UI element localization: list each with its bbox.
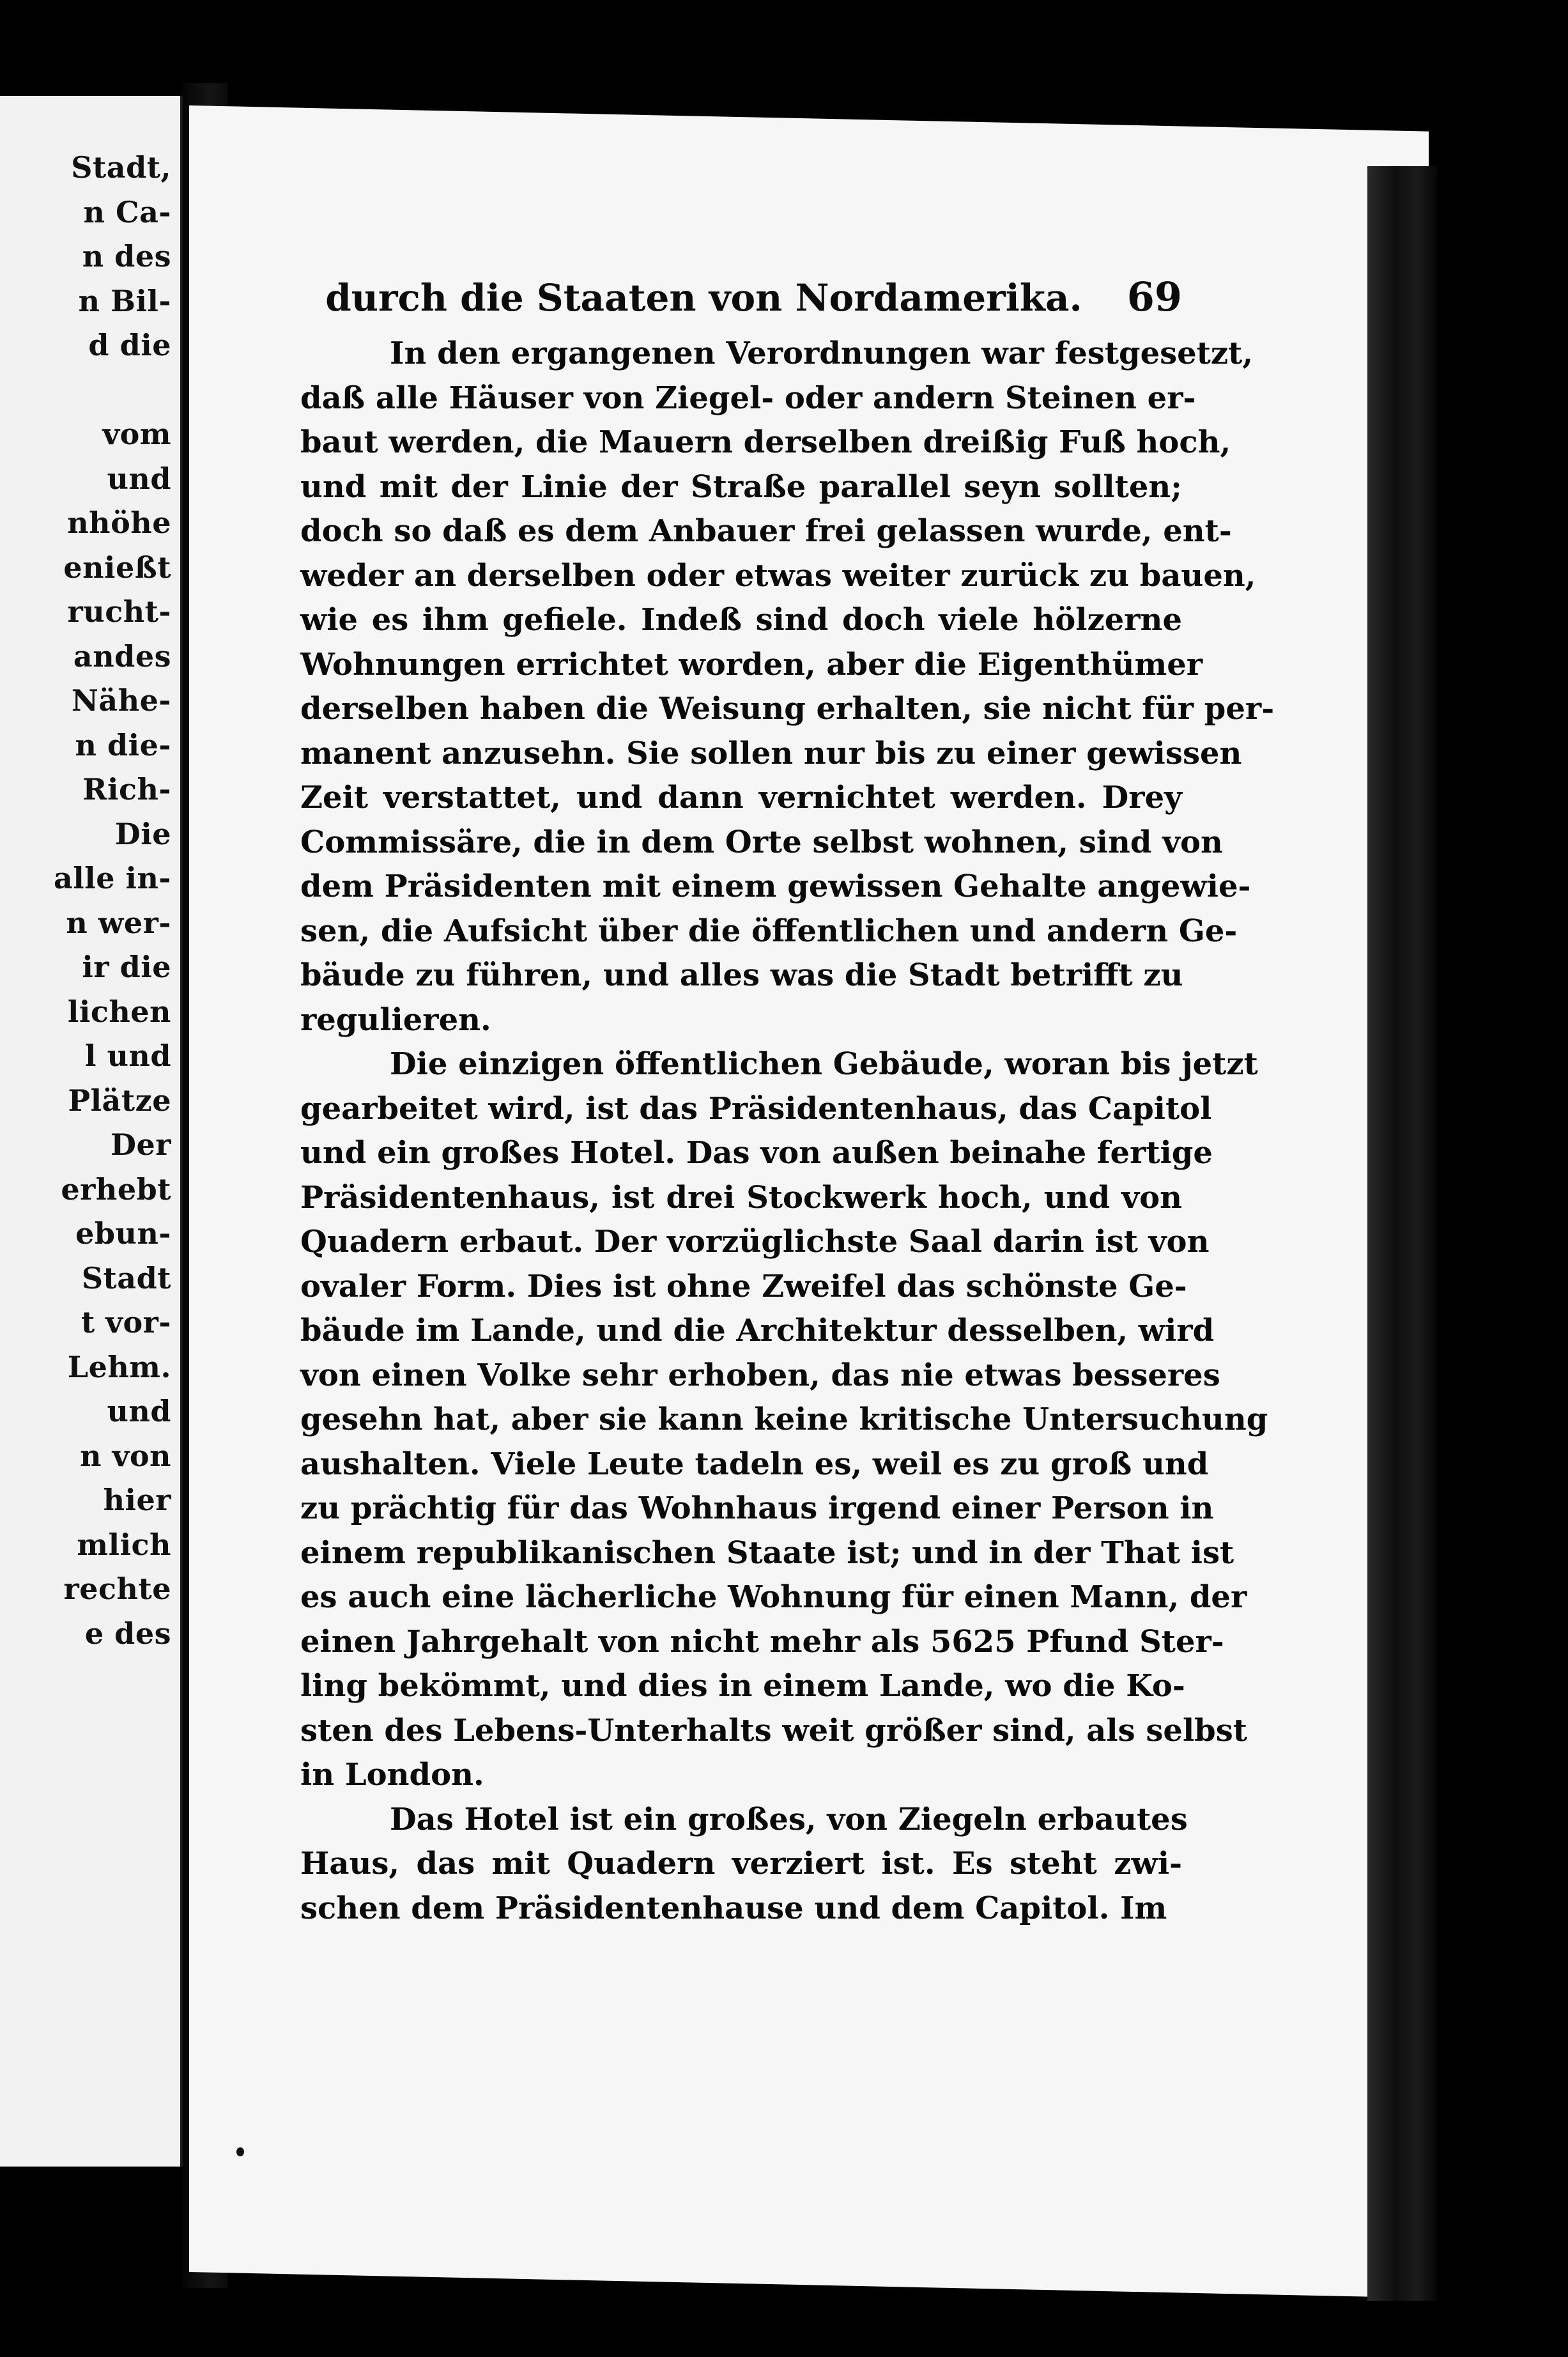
text-line: einem republikanischen Staate ist; und in der That ist — [300, 1534, 1234, 1571]
previous-page-line: rucht- — [67, 594, 171, 629]
text-line: einen Jahrgehalt von nicht mehr als 5625 Pfund Ster- — [300, 1623, 1224, 1660]
text-line: derselben haben die Weisung erhalten, sie nicht für per- — [300, 691, 1275, 727]
text-line: von einen Volke sehr erhoben, das nie etwas besseres — [300, 1357, 1220, 1393]
previous-page-line: alle in- — [53, 861, 171, 895]
previous-page-line: Nähe- — [71, 683, 171, 718]
previous-page-line: nhöhe — [67, 506, 171, 540]
text-line: und ein großes Hotel. Das von außen beinahe fertige — [300, 1135, 1213, 1171]
paragraph — [300, 1798, 1188, 1931]
running-header — [300, 274, 1182, 320]
previous-page-line: l und — [84, 1039, 171, 1073]
previous-page-line: e des — [84, 1616, 171, 1651]
body-text — [300, 332, 1275, 1931]
previous-page-line: Rich- — [82, 772, 171, 807]
text-line: Haus, das mit Quadern verziert ist. Es steht zwi- — [300, 1846, 1182, 1882]
text-line: Präsidentenhaus, ist drei Stockwerk hoch, und von — [300, 1179, 1182, 1216]
text-line: gesehn hat, aber sie kann keine kritische Untersuchung — [300, 1402, 1268, 1437]
previous-page-line: Der — [111, 1127, 171, 1162]
text-line: Quadern erbaut. Der vorzüglichste Saal darin ist von — [300, 1224, 1210, 1260]
previous-page-line: und — [107, 1394, 171, 1428]
text-line: wie es ihm gefiele. Indeß sind doch viele hölzerne — [300, 602, 1182, 638]
previous-page-line: n die- — [75, 727, 171, 762]
previous-page-line: ebun- — [75, 1216, 171, 1251]
text-line: Das Hotel ist ein großes, von Ziegeln erbautes — [390, 1801, 1188, 1837]
previous-page-line: erhebt — [61, 1171, 171, 1207]
previous-page-line: enießt — [63, 550, 171, 585]
page-content — [300, 274, 1275, 1931]
previous-page-line: n Bil- — [78, 283, 171, 318]
text-line: regulieren. — [300, 1001, 491, 1038]
previous-page-line: d die — [88, 328, 171, 362]
text-line: dem Präsidenten mit einem gewissen Gehalte angewie- — [300, 869, 1251, 904]
text-line: ling bekömmt, und dies in einem Lande, wo die Ko- — [300, 1668, 1185, 1704]
previous-page-line: andes — [73, 638, 171, 674]
previous-page-line: Stadt — [81, 1260, 171, 1295]
text-line: bäude zu führen, und alles was die Stadt betrifft zu — [300, 957, 1183, 993]
previous-page-line: rechte — [63, 1572, 171, 1606]
previous-page-line: mlich — [77, 1527, 171, 1562]
running-title: durch die Staaten von Nordamerika. — [325, 276, 1082, 320]
previous-page-line: Lehm. — [67, 1349, 171, 1384]
text-line: in London. — [300, 1757, 484, 1793]
text-line: bäude im Lande, und die Architektur desselben, wird — [300, 1313, 1215, 1349]
text-line: baut werden, die Mauern derselben dreißig Fuß hoch, — [300, 424, 1231, 460]
text-line: Zeit verstattet, und dann vernichtet werden. Drey — [300, 780, 1182, 815]
previous-page-fragment — [0, 96, 184, 2167]
previous-page-line: n wer- — [66, 905, 171, 940]
text-line: Wohnungen errichtet worden, aber die Eigenthümer — [300, 646, 1203, 683]
previous-page-line: hier — [103, 1483, 171, 1517]
text-line: ovaler Form. Dies ist ohne Zweifel das schönste Ge- — [300, 1268, 1187, 1304]
text-line: zu prächtig für das Wohnhaus irgend einer Person in — [300, 1490, 1214, 1526]
previous-page-line: n von — [80, 1438, 171, 1473]
text-line: sten des Lebens-Unterhalts weit größer sind, als selbst — [300, 1712, 1247, 1749]
previous-page-line: Plätze — [68, 1083, 171, 1118]
text-line: Commissäre, die in dem Orte selbst wohnen, sind von — [300, 824, 1223, 860]
text-line: gearbeitet wird, ist das Präsidentenhaus, das Capitol — [300, 1090, 1212, 1127]
previous-page-line: t vor- — [81, 1305, 171, 1340]
ink-speck — [236, 2147, 244, 2156]
previous-page-line: lichen — [67, 994, 171, 1029]
text-line: und mit der Linie der Straße parallel seyn sollten; — [300, 468, 1182, 505]
previous-page-line: ir die — [82, 950, 171, 984]
text-line: es auch eine lächerliche Wohnung für einen Mann, der — [300, 1579, 1247, 1615]
text-line: aushalten. Viele Leute tadeln es, weil es zu groß und — [300, 1446, 1209, 1482]
previous-page-line: n des — [82, 239, 171, 274]
previous-page-line: und — [107, 461, 171, 496]
previous-page-line: n Ca- — [83, 194, 171, 229]
text-line: In den ergangenen Verordnungen war festgesetzt, — [390, 336, 1254, 371]
paragraph — [300, 1042, 1268, 1798]
text-line: manent anzusehn. Sie sollen nur bis zu einer gewissen — [300, 735, 1242, 771]
text-line: weder an derselben oder etwas weiter zurück zu bauen, — [300, 557, 1256, 594]
paragraph — [300, 332, 1275, 1042]
text-line: daß alle Häuser von Ziegel- oder andern Steinen er- — [300, 380, 1196, 416]
previous-page-line: Stadt, — [71, 150, 171, 185]
text-line: schen dem Präsidentenhause und dem Capitol. Im — [300, 1890, 1167, 1926]
text-line: sen, die Aufsicht über die öffentlichen und andern Ge- — [300, 913, 1238, 949]
previous-page-line: vom — [102, 417, 171, 451]
page-edge-stack — [1367, 166, 1438, 2301]
text-line: doch so daß es dem Anbauer frei gelassen wurde, ent- — [300, 513, 1232, 549]
page-number: 69 — [1126, 274, 1182, 320]
previous-page-line: Die — [114, 816, 171, 851]
text-line: Die einzigen öffentlichen Gebäude, woran bis jetzt — [390, 1046, 1258, 1082]
